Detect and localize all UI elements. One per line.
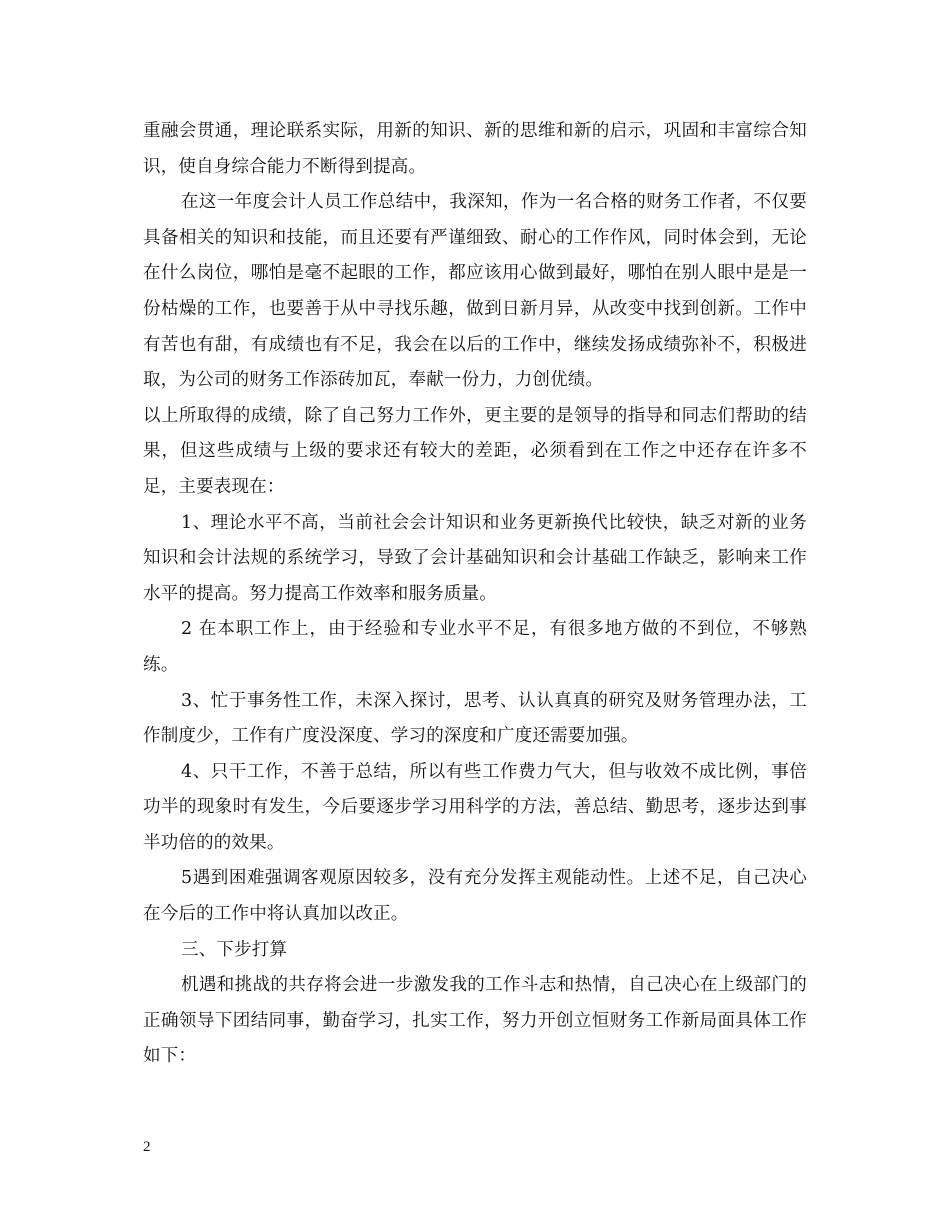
paragraph-2: 在这一年度会计人员工作总结中，我深知，作为一名合格的财务工作者，不仅要具备相关的知识和技能，而且还要有严谨细致、耐心的工作作风，同时体会到，无论在什么岗位，哪怕是毫不起眼的工作，都应该用心做到最好，哪怕在别人眼中是是一份枯燥的工作，也要善于从中寻找乐趣，做到日新月异，从改变中找到创新。工作中有苦也有甜，有成绩也有不足，我会在以后的工作中，继续发扬成绩弥补不，积极进取，为公司的财务工作添砖加瓦，奉献一份力，力创优绩。: [143, 192, 807, 391]
document-body: [143, 114, 807, 1075]
page-number: 2: [143, 1139, 151, 1155]
paragraph-1: 重融会贯通，理论联系实际，用新的知识、新的思维和新的启示，巩固和丰富综合知识，使自身综合能力不断得到提高。: [143, 121, 807, 177]
paragraph-4: 1、理论水平不高，当前社会会计知识和业务更新换代比较快，缺乏对新的业务知识和会计法规的系统学习，导致了会计基础知识和会计基础工作缺乏，影响来工作水平的提高。努力提高工作效率和服务质量。: [143, 512, 807, 604]
paragraph-3: 以上所取得的成绩，除了自己努力工作外，更主要的是领导的指导和同志们帮助的结果，但这些成绩与上级的要求还有较大的差距，必须看到在工作之中还存在许多不足，主要表现在：: [143, 405, 807, 497]
paragraph-6: 3、忙于事务性工作，未深入探讨，思考、认认真真的研究及财务管理办法，工作制度少，工作有广度没深度、学习的深度和广度还需要加强。: [143, 690, 807, 747]
paragraph-8: 5遇到困难强调客观原因较多，没有充分发挥主观能动性。上述不足，自己决心在今后的工作中将认真加以改正。: [143, 868, 807, 925]
section-heading: 三、下步打算: [181, 939, 288, 960]
paragraph-7: 4、只干工作，不善于总结，所以有些工作费力气大，但与收效不成比例，事倍功半的现象时有发生，今后要逐步学习用科学的方法，善总结、勤思考，逐步达到事半功倍的的效果。: [143, 761, 807, 853]
paragraph-5: 2 在本职工作上，由于经验和专业水平不足，有很多地方做的不到位，不够熟练。: [143, 619, 807, 675]
paragraph-9: 机遇和挑战的共存将会进一步激发我的工作斗志和热情，自己决心在上级部门的正确领导下团结同事，勤奋学习，扎实工作，努力开创立恒财务工作新局面具体工作如下：: [143, 975, 807, 1067]
